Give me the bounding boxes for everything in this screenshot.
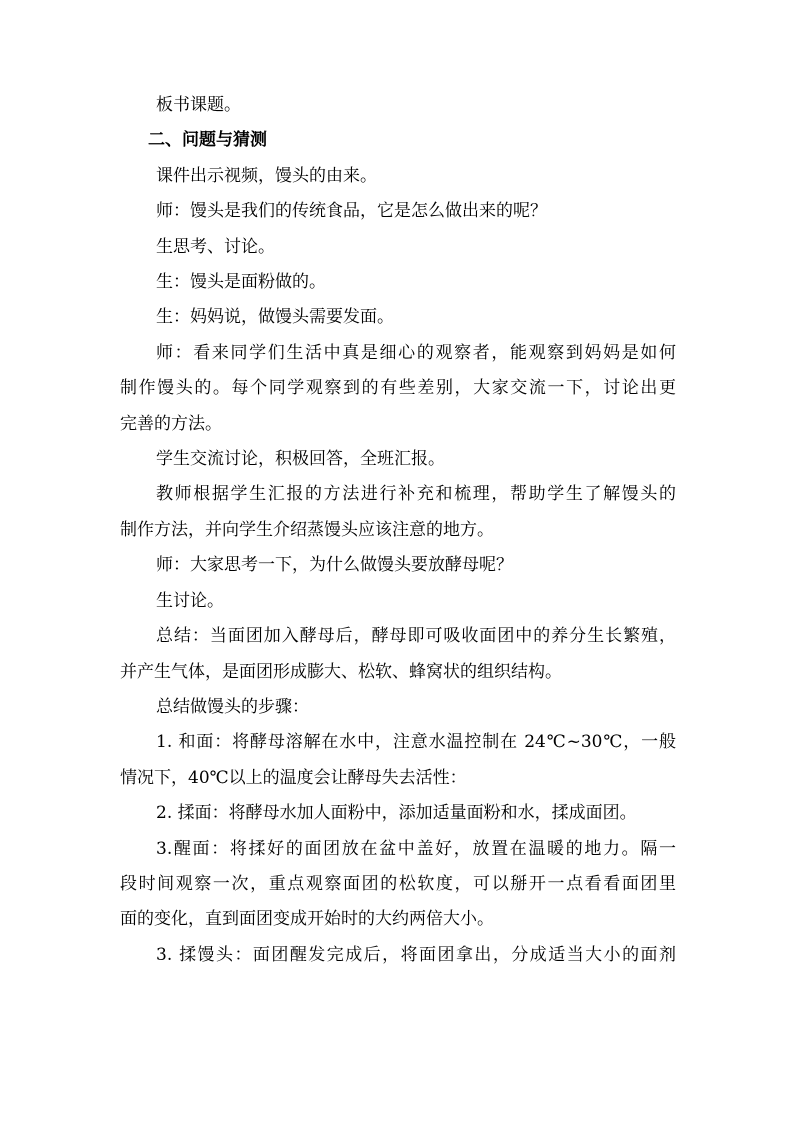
text-line: 板书课题。 — [156, 95, 241, 115]
text-line: 生：妈妈说，做馒头需要发面。 — [156, 307, 394, 328]
paragraph — [120, 300, 676, 335]
text-line: 3. 揉馒头：面团醒发完成后，将面团拿出，分成适当大小的面剂 — [156, 944, 676, 965]
text-line: 总结：当面团加入酵母后，酵母即可吸收面团中的养分生长繁殖， — [156, 626, 676, 647]
text-line: 情况下，40℃以上的温度会让酵母失去活性： — [120, 767, 467, 788]
paragraph — [120, 584, 676, 619]
text-line: 师：馒头是我们的传统食品，它是怎么做出来的呢？ — [156, 201, 547, 222]
text-line: 学生交流讨论，积极回答，全班汇报。 — [156, 449, 445, 470]
paragraph — [120, 265, 676, 300]
paragraph — [120, 548, 676, 583]
paragraph — [120, 336, 676, 442]
paragraph — [120, 938, 676, 973]
text-line: 制作馒头的。每个同学观察到的有些差别，大家交流一下，讨论出更 — [120, 378, 676, 399]
paragraph — [120, 796, 676, 831]
text-line: 总结做馒头的步骤： — [156, 696, 309, 717]
paragraph — [120, 159, 676, 194]
paragraph — [120, 832, 676, 938]
paragraph — [120, 88, 676, 123]
text-line: 生：馒头是面粉做的。 — [156, 272, 326, 293]
text-line: 生讨论。 — [156, 590, 224, 611]
text-line: 生思考、讨论。 — [156, 236, 275, 257]
paragraph — [120, 230, 676, 265]
paragraph — [120, 442, 676, 477]
text-line: 制作方法，并向学生介绍蒸馒头应该注意的地方。 — [120, 519, 494, 540]
text-line: 完善的方法。 — [120, 413, 222, 434]
paragraph — [120, 725, 676, 796]
section-heading — [120, 123, 676, 158]
text-line: 面的变化，直到面团变成开始时的大约两倍大小。 — [120, 909, 494, 930]
text-line: 课件出示视频，馒头的由来。 — [156, 165, 377, 186]
text-line: 二、问题与猜测 — [148, 130, 267, 151]
text-line: 师：看来同学们生活中真是细心的观察者，能观察到妈妈是如何 — [156, 342, 676, 363]
paragraph — [120, 619, 676, 690]
paragraph — [120, 690, 676, 725]
paragraph — [120, 194, 676, 229]
text-line: 1. 和面：将酵母溶解在水中，注意水温控制在 24℃~30℃，一般 — [156, 732, 676, 753]
text-line: 2. 揉面：将酵母水加人面粉中，添加适量面粉和水，揉成面团。 — [156, 803, 637, 824]
text-line: 3.醒面：将揉好的面团放在盆中盖好，放置在温暖的地力。隔一 — [156, 838, 676, 859]
paragraph — [120, 477, 676, 548]
document-body — [120, 88, 676, 973]
text-line: 段时间观察一次，重点观察面团的松软度，可以掰开一点看看面团里 — [120, 873, 676, 894]
text-line: 教师根据学生汇报的方法进行补充和梳理，帮助学生了解馒头的 — [156, 484, 676, 505]
text-line: 并产生气体，是面团形成膨大、松软、蜂窝状的组织结构。 — [120, 661, 562, 682]
text-line: 师：大家思考一下，为什么做馒头要放酵母呢？ — [156, 555, 513, 576]
